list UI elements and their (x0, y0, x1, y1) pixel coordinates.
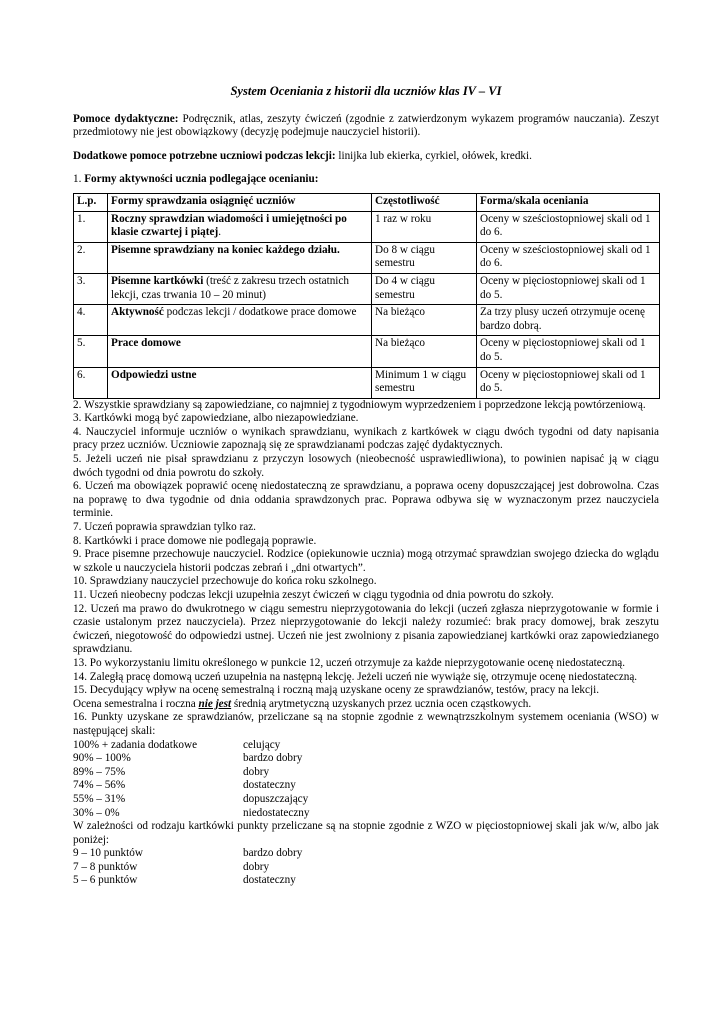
rule-item: 6. Uczeń ma obowiązek poprawić ocenę niedostateczną ze sprawdzianu, a poprawa oceny dopuszczającej jest dobrowolna. Czas na poprawę to dwa tygodnie od dnia oddania sprawdzonych prac. Poprawa odbywa się w wyznaczonym przez nauczyciela terminie. (73, 480, 659, 520)
document-content (73, 85, 659, 888)
extra-aids-text: linijka lub ekierka, cyrkiel, ołówek, kredki. (335, 149, 532, 162)
grade-name: celujący (243, 738, 281, 751)
table-row (74, 211, 660, 242)
row-number: 4. (74, 305, 108, 336)
row-scale: Oceny w pięciostopniowej skali od 1 do 5. (477, 367, 660, 398)
table-row (74, 305, 660, 336)
forms-heading (73, 173, 659, 187)
average-note-post: średnią arytmetyczną uzyskanych przez ucznia ocen cząstkowych. (231, 697, 532, 710)
grade-name: dobry (243, 765, 270, 778)
grade-name: niedostateczny (243, 806, 310, 819)
grade-name: dostateczny (243, 874, 296, 887)
grade-name: dobry (243, 860, 270, 873)
grade-range: 100% + zadania dodatkowe (73, 738, 198, 751)
rules-list (73, 399, 659, 888)
row-frequency: Do 4 w ciągu semestru (372, 273, 477, 304)
grade-row (73, 847, 659, 861)
grade-row (73, 874, 659, 888)
rule-item: 5. Jeżeli uczeń nie pisał sprawdzianu z przyczyn losowych (nieobecność usprawiedliwiona), to powinien napisać ją w ciągu dwóch tygodni od dnia powrotu do szkoły. (73, 453, 659, 479)
row-form-bold: Pisemne sprawdziany na koniec każdego działu. (111, 243, 340, 256)
rule-item: 4. Nauczyciel informuje uczniów o wynikach sprawdzianu, wynikach z kartkówek w ciągu dwóch tygodni od daty napisania pracy przez uczniów. Uczniowie zapoznają się ze sprawdzianami podczas zajęć dydaktycznych. (73, 425, 659, 452)
row-scale: Oceny w sześciostopniowej skali od 1 do 6. (477, 211, 660, 242)
table-row (74, 336, 660, 367)
table-row (74, 273, 660, 304)
teaching-aids-label: Pomoce dydaktyczne: (73, 112, 179, 125)
table-header-cell: Częstotliwość (372, 193, 477, 211)
rule-item: 14. Zaległą pracę domową uczeń uzupełnia na następną lekcję. Jeżeli uczeń nie wywiąże się, otrzymuje ocenę niedostateczną. (73, 670, 638, 683)
teaching-aids-paragraph (73, 113, 659, 140)
grade-row (73, 766, 659, 780)
grade-row (73, 793, 659, 807)
grade-range: 90% – 100% (73, 752, 131, 765)
grade-row (73, 752, 659, 766)
row-form-bold: Odpowiedzi ustne (111, 368, 197, 381)
table-row (74, 242, 660, 273)
rule-item-average-note (73, 698, 659, 712)
row-scale: Oceny w pięciostopniowej skali od 1 do 5. (477, 273, 660, 304)
rule-item: 9. Prace pisemne przechowuje nauczyciel. Rodzice (opiekunowie ucznia) mogą otrzymać sprawdzian swojego dziecka do wglądu w szkole u nauczyciela historii podczas zebrań i „dni otwartych”. (73, 548, 659, 574)
row-form (108, 211, 372, 242)
rule-item: 10. Sprawdziany nauczyciel przechowuje do końca roku szkolnego. (73, 575, 377, 588)
rule-item: 2. Wszystkie sprawdziany są zapowiedziane, co najmniej z tygodniowym wyprzedzeniem i poprzedzone lekcją powtórzeniową. (73, 398, 646, 411)
row-form (108, 273, 372, 304)
row-form-rest: podczas lekcji / dodatkowe prace domowe (163, 306, 357, 319)
row-frequency: Na bieżąco (372, 305, 477, 336)
table-header-cell: Forma/skala oceniania (477, 193, 660, 211)
extra-aids-label: Dodatkowe pomoce potrzebne uczniowi podczas lekcji: (73, 149, 336, 162)
row-frequency: Minimum 1 w ciągu semestru (372, 367, 477, 398)
rule-item: 16. Punkty uzyskane ze sprawdzianów, przeliczane są na stopnie zgodnie z wewnątrzszkolnym systemem oceniania (WSO) w następującej skali: (73, 711, 659, 737)
row-form-rest: (treść z zakresu trzech ostatnich lekcji, czas trwania 10 – 20 minut) (111, 274, 349, 301)
table-header-cell: Formy sprawdzania osiągnięć uczniów (108, 193, 372, 211)
average-note-emphasis: nie jest (198, 697, 232, 710)
row-frequency: Na bieżąco (372, 336, 477, 367)
forms-heading-number: 1. (73, 173, 85, 186)
extra-aids-paragraph (73, 150, 659, 164)
table-header-cell: L.p. (74, 193, 108, 211)
row-number: 6. (74, 367, 108, 398)
row-number: 3. (74, 273, 108, 304)
row-frequency: Do 8 w ciągu semestru (372, 242, 477, 273)
grade-range: 5 – 6 punktów (73, 874, 138, 887)
row-form-bold: Prace domowe (111, 337, 181, 350)
grade-row (73, 739, 659, 753)
grade-row (73, 807, 659, 821)
grade-range: 55% – 31% (73, 792, 126, 805)
row-form-bold: Aktywność (111, 306, 164, 319)
row-form-bold: Pisemne kartkówki (111, 274, 204, 287)
wso-grade-scale (73, 739, 659, 821)
grade-row (73, 861, 659, 875)
row-frequency: 1 raz w roku (372, 211, 477, 242)
row-number: 1. (74, 211, 108, 242)
grade-name: dopuszczający (243, 792, 309, 805)
forms-heading-text: Formy aktywności ucznia podlegające ocenianiu: (84, 173, 319, 186)
row-scale: Oceny w sześciostopniowej skali od 1 do 6. (477, 242, 660, 273)
activity-forms-table (73, 193, 660, 399)
grade-range: 9 – 10 punktów (73, 847, 143, 860)
row-number: 5. (74, 336, 108, 367)
grade-name: bardzo dobry (243, 847, 303, 860)
row-form-rest: . (218, 226, 221, 239)
row-form (108, 242, 372, 273)
row-number: 2. (74, 242, 108, 273)
rule-item: 12. Uczeń ma prawo do dwukrotnego w ciągu semestru nieprzygotowania do lekcji (uczeń zgłasza nieprzygotowanie w formie i czasie ustalonym przez nauczyciela). Przez nieprzygotowanie do lekcji należy rozumieć: brak pracy domowej, brak zeszytu ćwiczeń, niegotowość do odpowiedzi ustnej. Uczeń nie jest zwolniony z pisania zapowiedzianej kartkówki oraz zapowiedzianego sprawdzianu. (73, 602, 659, 656)
rule-item: 8. Kartkówki i prace domowe nie podlegają poprawie. (73, 534, 317, 547)
rule-item: 11. Uczeń nieobecny podczas lekcji uzupełnia zeszyt ćwiczeń w ciągu tygodnia od dnia powrotu do szkoły. (73, 589, 554, 601)
table-header-row (74, 193, 660, 211)
page-title: System Oceniania z historii dla uczniów klas IV – VI (230, 84, 502, 98)
rule-item: 7. Uczeń poprawia sprawdzian tylko raz. (73, 521, 256, 534)
row-form (108, 367, 372, 398)
rule-item: 15. Decydujący wpływ na ocenę semestralną i roczną mają uzyskane oceny ze sprawdzianów, testów, pracy na lekcji. (73, 684, 600, 697)
grade-range: 7 – 8 punktów (73, 860, 138, 873)
table-row (74, 367, 660, 398)
row-form-bold: Roczny sprawdzian wiadomości i umiejętności po klasie czwartej i piątej (111, 212, 347, 239)
row-form (108, 305, 372, 336)
rule-item: 13. Po wykorzystaniu limitu określonego w punkcie 12, uczeń otrzymuje za każde nieprzygotowanie ocenę niedostateczną. (73, 656, 626, 669)
grade-row (73, 779, 659, 793)
grade-name: bardzo dobry (243, 752, 303, 765)
grade-range: 30% – 0% (73, 806, 120, 819)
row-form (108, 336, 372, 367)
row-scale: Za trzy plusy uczeń otrzymuje ocenę bardzo dobrą. (477, 305, 660, 336)
rule-item: 3. Kartkówki mogą być zapowiedziane, albo niezapowiedziane. (73, 412, 359, 425)
grade-name: dostateczny (243, 779, 296, 792)
average-note-pre: Ocena semestralna i roczna (73, 697, 199, 710)
grade-range: 74% – 56% (73, 779, 126, 792)
quiz-scale-intro: W zależności od rodzaju kartkówki punkty przeliczane są na stopnie zgodnie z WZO w pięciostopniowej skali jak w/w, albo jak poniżej: (73, 820, 659, 846)
teaching-aids-text: Podręcznik, atlas, zeszyty ćwiczeń (zgodnie z zatwierdzonym wykazem programów nauczania). Zeszyt przedmiotowy nie jest obowiązkowy (decyzję podejmuje nauczyciel historii). (73, 112, 659, 139)
quiz-grade-scale (73, 847, 659, 888)
grade-range: 89% – 75% (73, 765, 126, 778)
row-scale: Oceny w pięciostopniowej skali od 1 do 5. (477, 336, 660, 367)
